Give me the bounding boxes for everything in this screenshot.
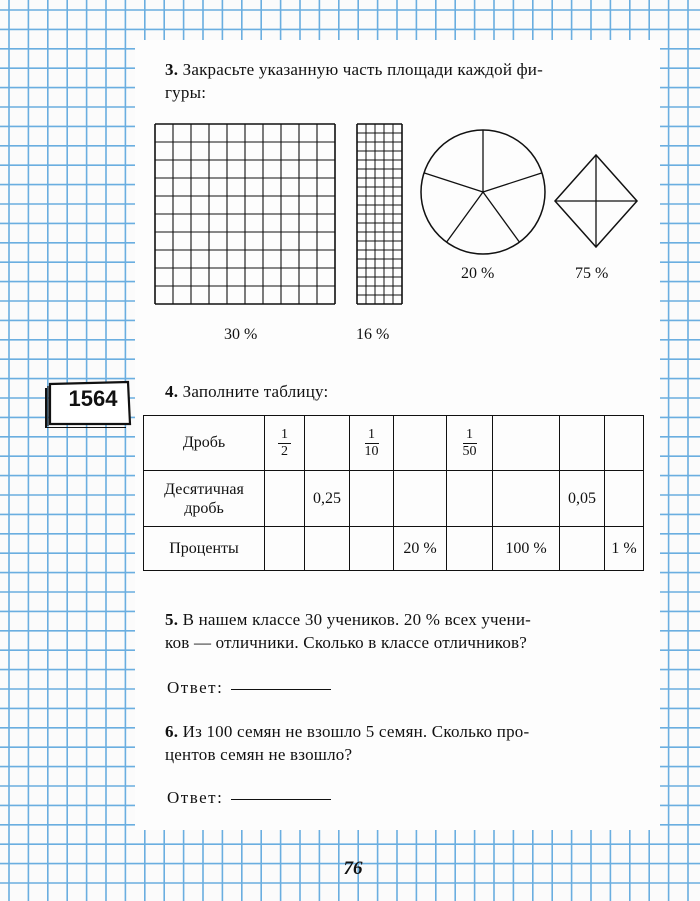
task-5-answer: [167, 678, 331, 698]
task-5-text: [165, 608, 531, 654]
fraction-table: [143, 415, 644, 571]
answer-cell[interactable]: [265, 471, 305, 527]
task-6-answer-line[interactable]: [231, 798, 331, 800]
decimal-value-cell: 0,25: [305, 471, 350, 527]
rhombus-percent: 75 %: [575, 265, 609, 282]
task-6-answer: [167, 788, 331, 808]
task-6-answer-label: Ответ:: [167, 788, 224, 807]
task-6-line2: центов семян не взошло?: [165, 745, 353, 764]
answer-cell[interactable]: [447, 471, 493, 527]
task-4-number: 4.: [165, 382, 179, 401]
table-row-fraction: [144, 416, 644, 471]
task-5-answer-line[interactable]: [231, 688, 331, 690]
circle-sector-line: [424, 173, 483, 192]
task-4-text: [165, 380, 328, 403]
task-4-instruction: Заполните таблицу:: [182, 382, 329, 401]
fraction-1-50: $\frac{1}{50}$: [462, 426, 477, 459]
task-3-line1: Закрасьте указанную часть площади каждой фи-: [182, 60, 543, 79]
task-6-number: 6.: [165, 722, 179, 741]
row-header-percent: Проценты: [144, 527, 265, 571]
decimal-value-cell: 0,05: [560, 471, 605, 527]
task-6-text: [165, 720, 529, 766]
circle-sector-line: [447, 192, 483, 242]
answer-cell[interactable]: [305, 416, 350, 471]
percent-value-cell: 20 %: [394, 527, 447, 571]
row-header-decimal: Десятичная дробь: [144, 471, 265, 527]
table-row-decimal: [144, 471, 644, 527]
page-number: 76: [343, 858, 363, 879]
answer-cell[interactable]: [350, 471, 394, 527]
answer-cell[interactable]: [493, 416, 560, 471]
square-grid-figure[interactable]: [155, 124, 335, 304]
task-5-answer-label: Ответ:: [167, 678, 224, 697]
fraction-1-10: $\frac{1}{10}$: [364, 426, 379, 459]
task-5-number: 5.: [165, 610, 179, 629]
exercise-number: 1564: [68, 386, 118, 411]
fraction-cell: [447, 416, 493, 471]
answer-cell[interactable]: [605, 471, 644, 527]
answer-cell[interactable]: [265, 527, 305, 571]
table-row-percent: [144, 527, 644, 571]
square-grid-percent: 30 %: [224, 326, 258, 343]
narrow-grid-percent: 16 %: [356, 326, 390, 343]
fraction-cell: [350, 416, 394, 471]
task-3-line2: гуры:: [165, 83, 207, 102]
task-3-number: 3.: [165, 60, 179, 79]
answer-cell[interactable]: [350, 527, 394, 571]
rhombus-figure[interactable]: [555, 155, 637, 247]
answer-cell[interactable]: [493, 471, 560, 527]
answer-cell[interactable]: [560, 416, 605, 471]
answer-cell[interactable]: [394, 416, 447, 471]
row-header-fraction: Дробь: [144, 416, 265, 471]
circle-sector-line: [483, 192, 519, 242]
narrow-grid-figure[interactable]: [357, 124, 402, 304]
task-5-line2: ков — отличники. Сколько в классе отличников?: [165, 633, 528, 652]
task-5-line1: В нашем классе 30 учеников. 20 % всех учени-: [182, 610, 531, 629]
percent-value-cell: 100 %: [493, 527, 560, 571]
percent-value-cell: 1 %: [605, 527, 644, 571]
pie-circle-figure[interactable]: [421, 130, 545, 254]
fraction-1-2: $\frac{1}{2}$: [278, 427, 291, 460]
answer-cell[interactable]: [605, 416, 644, 471]
answer-cell[interactable]: [394, 471, 447, 527]
circle-sector-line: [483, 173, 542, 192]
task-6-line1: Из 100 семян не взошло 5 семян. Сколько про-: [182, 722, 530, 741]
answer-cell[interactable]: [305, 527, 350, 571]
fraction-cell: [265, 416, 305, 471]
answer-cell[interactable]: [560, 527, 605, 571]
answer-cell[interactable]: [447, 527, 493, 571]
circle-percent: 20 %: [461, 265, 495, 282]
